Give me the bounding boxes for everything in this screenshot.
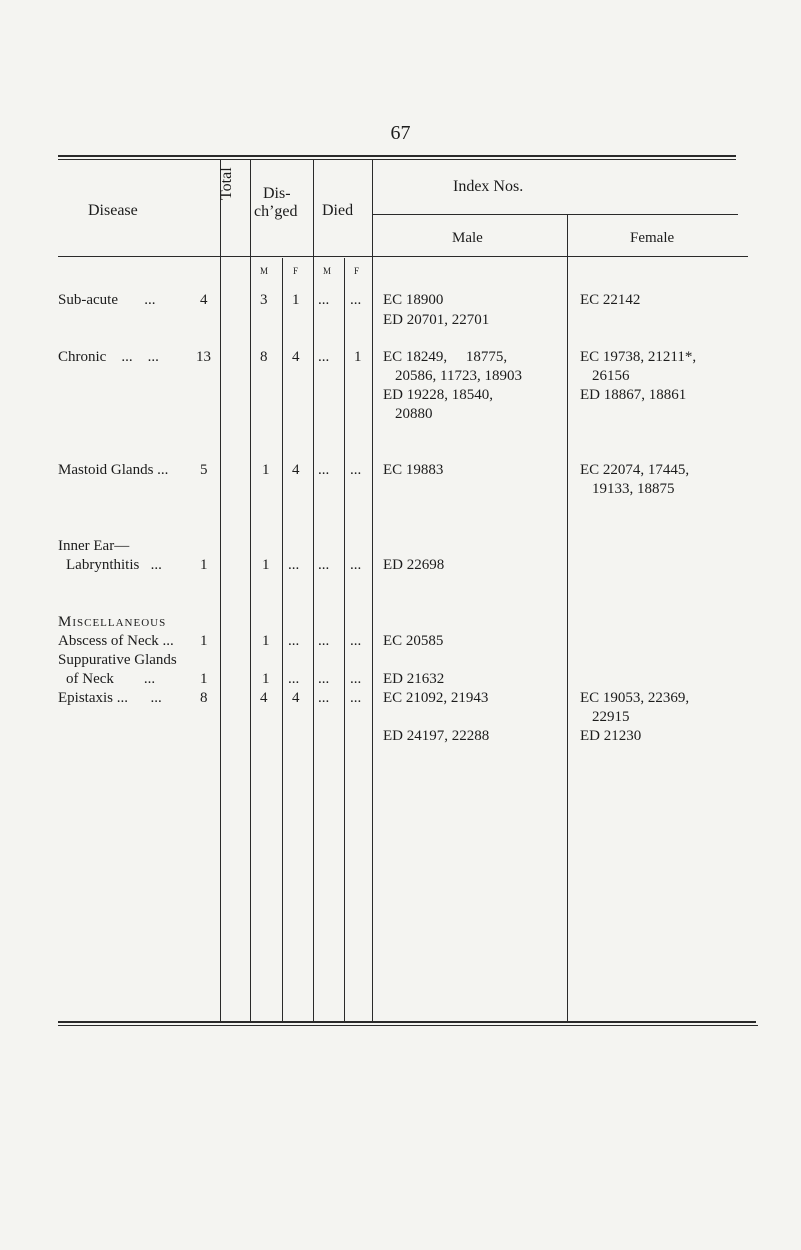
row-chronic-male-3: ED 19228, 18540, [383,387,493,403]
row-subacute-female-1: EC 22142 [580,292,641,308]
col-divider-index [372,160,373,1021]
row-subacute-male-2: ED 20701, 22701 [383,312,490,328]
row-abscess-disease: Abscess of Neck ... [58,633,174,649]
page-number: 67 [390,122,411,144]
row-subacute-died-m: ... [318,292,330,308]
subheader-died-f: F [354,266,361,276]
row-chronic-male-4: 20880 [395,406,433,422]
top-rule-inner [58,159,736,160]
row-chronic-male-2: 20586, 11723, 18903 [395,368,522,384]
bottom-rule-inner [58,1025,758,1026]
row-mastoid-dis-m: 1 [262,462,270,478]
row-inner-ear-heading: Inner Ear— [58,538,130,554]
row-suppurative-died-f: ... [350,671,362,687]
row-inner-ear-dis-m: 1 [262,557,270,573]
row-chronic-female-2: 26156 [592,368,630,384]
row-chronic-dis-m: 8 [260,349,268,365]
row-epistaxis-disease: Epistaxis ... ... [58,690,162,706]
row-epistaxis-died-f: ... [350,690,362,706]
row-mastoid-died-f: ... [350,462,362,478]
row-inner-ear-male-1: ED 22698 [383,557,445,573]
row-chronic-female-1: EC 19738, 21211*, [580,349,697,365]
header-died: Died [322,202,354,219]
row-mastoid-female-2: 19133, 18875 [592,481,675,497]
row-inner-ear-died-f: ... [350,557,362,573]
row-epistaxis-female-1: EC 19053, 22369, [580,690,690,706]
subheader-discharged-f: F [293,266,300,276]
index-sub-rule [372,214,738,215]
row-mastoid-disease: Mastoid Glands ... [58,462,169,478]
row-inner-ear-died-m: ... [318,557,330,573]
row-suppurative-died-m: ... [318,671,330,687]
row-chronic-female-3: ED 18867, 18861 [580,387,687,403]
row-subacute-died-f: ... [350,292,362,308]
row-mastoid-female-1: EC 22074, 17445, [580,462,690,478]
row-mastoid-total: 5 [200,462,208,478]
row-epistaxis-female-3: ED 21230 [580,728,642,744]
misc-heading: Miscellaneous [58,614,167,630]
row-suppurative-male-1: ED 21632 [383,671,445,687]
row-mastoid-dis-f: 4 [292,462,300,478]
header-female: Female [630,230,675,246]
header-disease: Disease [88,202,138,219]
col-divider-died [313,160,314,1021]
row-mastoid-died-m: ... [318,462,330,478]
row-epistaxis-dis-m: 4 [260,690,268,706]
row-abscess-male-1: EC 20585 [383,633,444,649]
row-epistaxis-total: 8 [200,690,208,706]
header-index-nos: Index Nos. [453,178,524,195]
row-subacute-male-1: EC 18900 [383,292,444,308]
row-epistaxis-died-m: ... [318,690,330,706]
row-abscess-died-f: ... [350,633,362,649]
bottom-rule [58,1021,756,1023]
row-chronic-died-f: 1 [354,349,362,365]
row-chronic-dis-f: 4 [292,349,300,365]
row-epistaxis-male-1: EC 21092, 21943 [383,690,489,706]
row-subacute-dis-f: 1 [292,292,300,308]
subheader-discharged-m: M [260,266,270,276]
row-suppurative-heading: Suppurative Glands [58,652,177,668]
row-subacute-total: 4 [200,292,208,308]
row-abscess-dis-f: ... [288,633,300,649]
header-discharged-1: Dis- [263,185,291,202]
row-chronic-disease: Chronic ... ... [58,349,159,365]
row-epistaxis-female-2: 22915 [592,709,630,725]
top-rule [58,155,736,157]
row-inner-ear-disease: Labrynthitis ... [66,557,162,573]
row-suppurative-dis-m: 1 [262,671,270,687]
row-suppurative-disease: of Neck ... [66,671,156,687]
header-male: Male [452,230,483,246]
row-subacute-dis-m: 3 [260,292,268,308]
header-bottom-rule [58,256,748,257]
row-subacute-disease: Sub-acute ... [58,292,156,308]
header-discharged-2: ch’ged [254,203,298,220]
col-divider-male-female [567,215,568,1021]
col-divider-died-mf [344,258,345,1021]
row-suppurative-total: 1 [200,671,208,687]
row-chronic-died-m: ... [318,349,330,365]
row-inner-ear-dis-f: ... [288,557,300,573]
row-abscess-dis-m: 1 [262,633,270,649]
row-mastoid-male-1: EC 19883 [383,462,444,478]
header-total: Total [218,167,235,200]
row-epistaxis-male-2: ED 24197, 22288 [383,728,490,744]
row-chronic-male-1: EC 18249, 18775, [383,349,508,365]
row-suppurative-dis-f: ... [288,671,300,687]
row-inner-ear-total: 1 [200,557,208,573]
col-divider-dis-mf [282,258,283,1021]
col-divider-discharged [250,160,251,1021]
row-epistaxis-dis-f: 4 [292,690,300,706]
row-chronic-total: 13 [196,349,211,365]
subheader-died-m: M [323,266,333,276]
col-divider-total [220,160,221,1021]
row-abscess-died-m: ... [318,633,330,649]
row-abscess-total: 1 [200,633,208,649]
